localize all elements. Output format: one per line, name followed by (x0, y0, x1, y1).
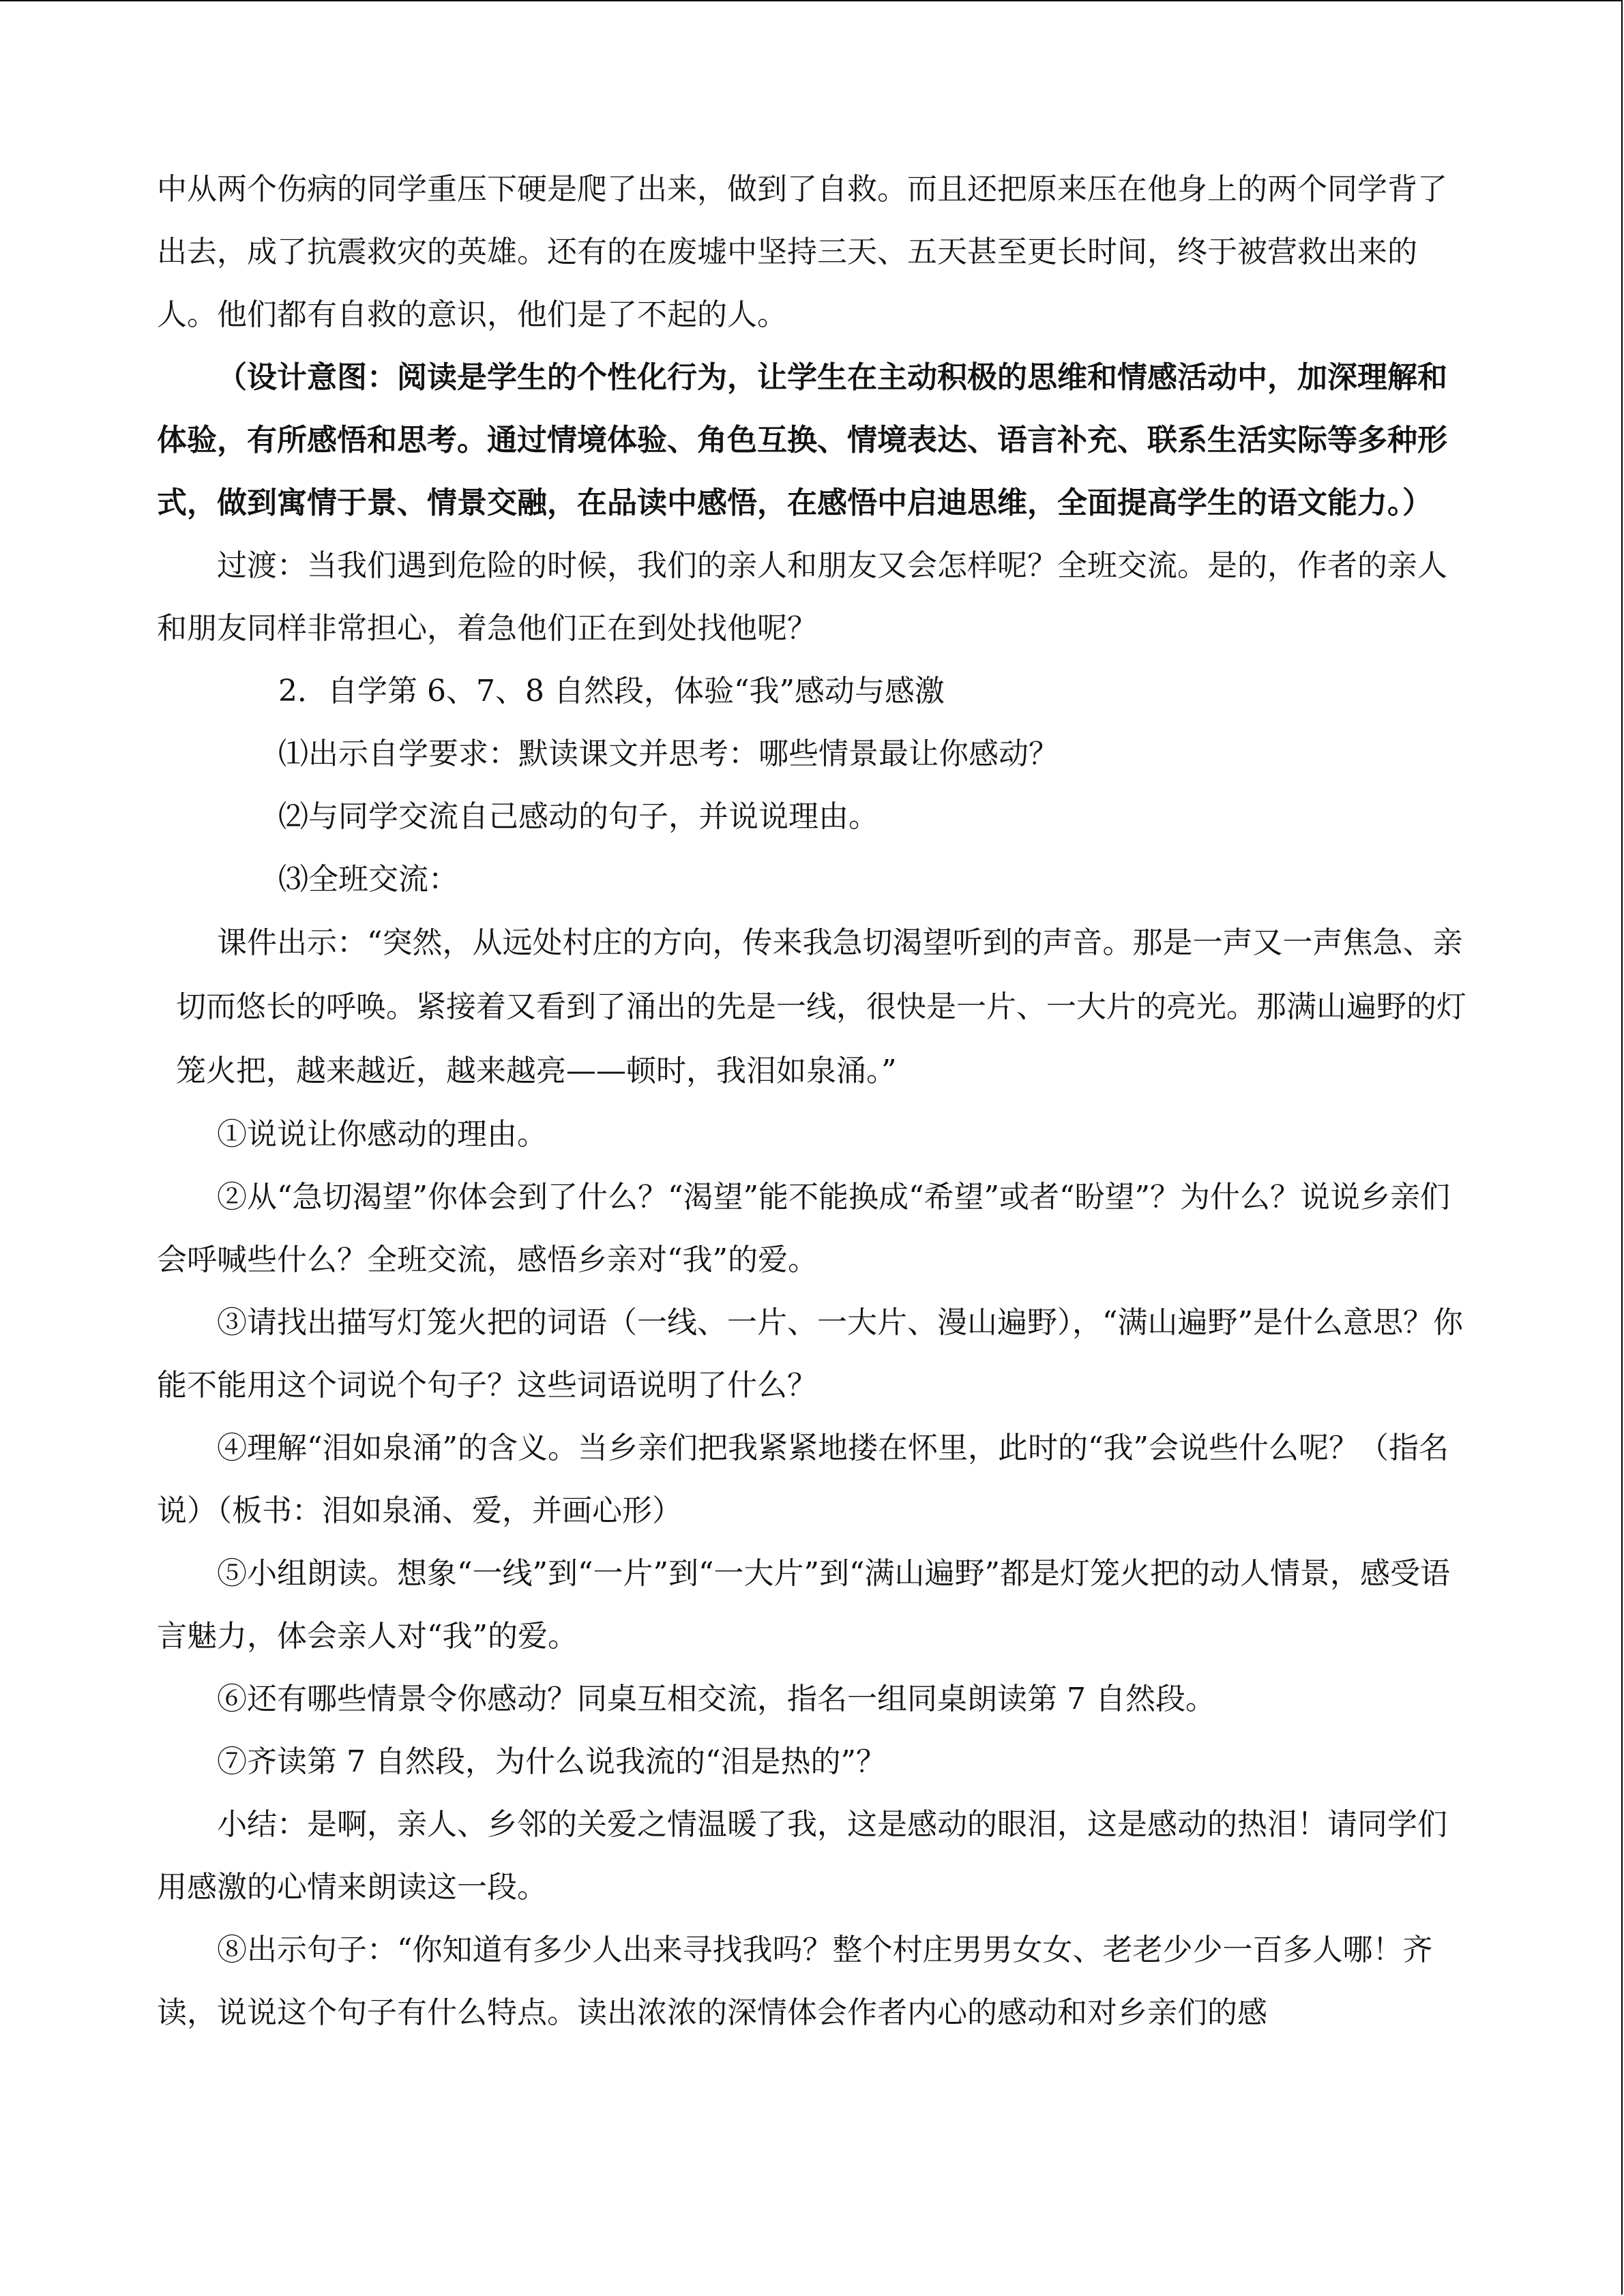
step-3: ⑶全班交流： (278, 862, 458, 897)
question-6: ⑥还有哪些情景令你感动？同桌互相交流，指名一组同桌朗读第 7 自然段。 (217, 1682, 1215, 1716)
question-8: ⑧出示句子：“你知道有多少人出来寻找我吗？整个村庄男男女女、老老少少一百多人哪！齐读，说说这个句子有什么特点。读出浓浓的深情体会作者内心的感动和对乡亲们的感 (157, 1933, 1433, 2030)
paragraph-continuation: 中从两个伤病的同学重压下硬是爬了出来，做到了自救。而且还把原来压在他身上的两个同学背了出去，成了抗震救灾的英雄。还有的在废墟中坚持三天、五天甚至更长时间，终于被营救出来的人。他们都有自救的意识，他们是了不起的人。 (157, 172, 1447, 332)
question-5: ⑤小组朗读。想象“一线”到“一片”到“一大片”到“满山遍野”都是灯笼火把的动人情景，感受语言魅力，体会亲人对“我”的爱。 (157, 1556, 1450, 1654)
question-1: ①说说让你感动的理由。 (217, 1117, 547, 1152)
section-heading: 2．自学第 6、7、8 自然段，体验“我”感动与感激 (278, 674, 945, 709)
question-7: ⑦齐读第 7 自然段，为什么说我流的“泪是热的”？ (217, 1744, 886, 1779)
question-3: ③请找出描写灯笼火把的词语（一线、一片、一大片、漫山遍野），“满山遍野”是什么意思？你能不能用这个词说个句子？这些词语说明了什么？ (157, 1305, 1463, 1403)
question-4: ④理解“泪如泉涌”的含义。当乡亲们把我紧紧地搂在怀里，此时的“我”会说些什么呢？（指名说）（板书：泪如泉涌、爱，并画心形） (157, 1431, 1449, 1528)
design-intent-paragraph: （设计意图：阅读是学生的个性化行为，让学生在主动积极的思维和情感活动中，加深理解和体验，有所感悟和思考。通过情境体验、角色互换、情境表达、语言补充、联系生活实际等多种形式，做到寓情于景、情景交融，在品读中感悟，在感悟中启迪思维，全面提高学生的语文能力。） (157, 360, 1447, 520)
step-2: ⑵与同学交流自己感动的句子，并说说理由。 (278, 799, 879, 834)
step-1: ⑴出示自学要求：默读课文并思考：哪些情景最让你感动？ (278, 736, 1059, 771)
courseware-quote: 课件出示：“突然，从远处村庄的方向，传来我急切渴望听到的声音。那是一声又一声焦急、亲切而悠长的呼唤。紧接着又看到了涌出的先是一线，很快是一片、一大片的亮光。那满山遍野的灯笼火把，越来越近，越来越亮——顿时，我泪如泉涌。” (176, 925, 1466, 1088)
summary-paragraph: 小结：是啊，亲人、乡邻的关爱之情温暖了我，这是感动的眼泪，这是感动的热泪！请同学们用感激的心情来朗读这一段。 (157, 1807, 1447, 1905)
document-body (157, 158, 1466, 2044)
transition-paragraph: 过渡：当我们遇到危险的时候，我们的亲人和朋友又会怎样呢？全班交流。是的，作者的亲人和朋友同样非常担心，着急他们正在到处找他呢？ (157, 548, 1447, 646)
question-2: ②从“急切渴望”你体会到了什么？“渴望”能不能换成“希望”或者“盼望”？为什么？说说乡亲们会呼喊些什么？全班交流，感悟乡亲对“我”的爱。 (157, 1180, 1450, 1277)
